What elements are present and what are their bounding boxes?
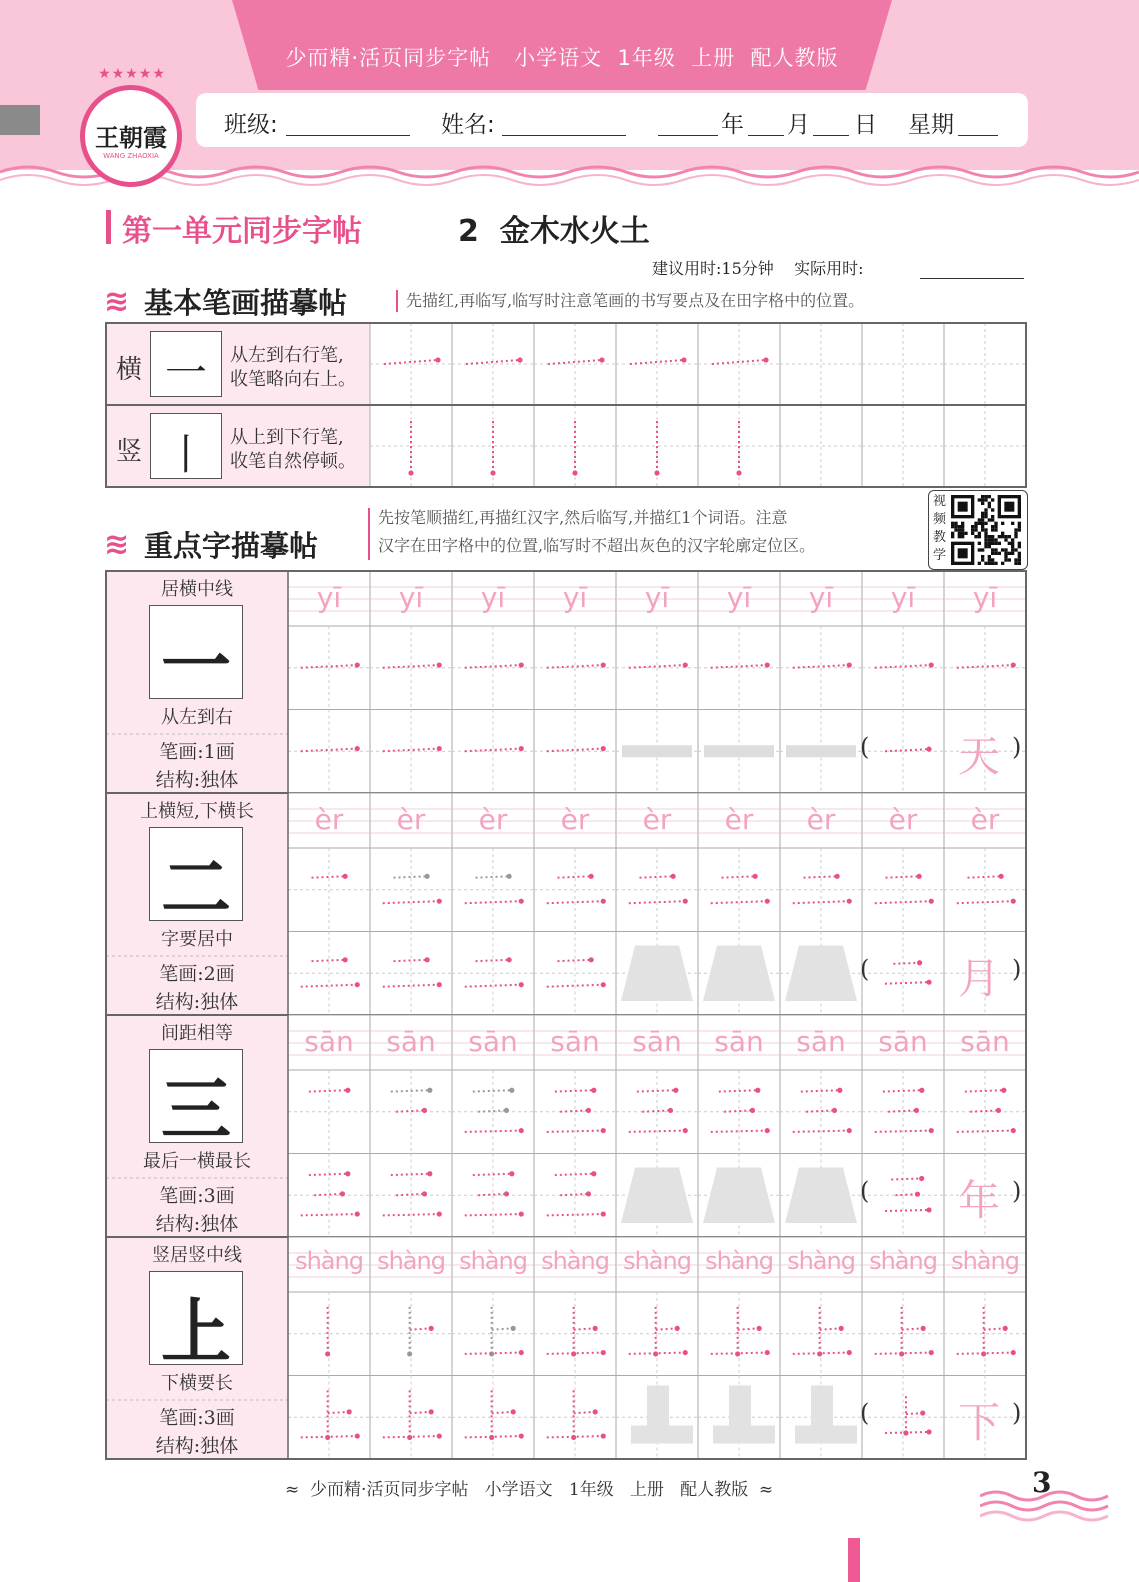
pinyin-trace: yī (726, 581, 752, 614)
practice-cell[interactable] (534, 1154, 616, 1238)
trace-cell[interactable] (616, 848, 698, 932)
char-stroke-count: 笔画:2画 (159, 963, 235, 985)
practice-cell[interactable] (288, 1154, 370, 1238)
practice-cell[interactable] (288, 932, 370, 1016)
outline-zone (622, 745, 692, 757)
practice-cell[interactable] (698, 710, 780, 794)
char-note-bottom: 下横要长 (161, 1373, 233, 1394)
trace-cell[interactable] (452, 1070, 534, 1154)
char-model-glyph: 三 (161, 1068, 231, 1151)
practice-cell[interactable] (862, 1376, 944, 1460)
char-structure: 结构:独体 (155, 1435, 239, 1457)
practice-cell[interactable] (780, 710, 862, 794)
word-bracket-open: ( (860, 955, 870, 984)
char-note-top: 间距相等 (161, 1023, 233, 1044)
practice-cell[interactable] (452, 1376, 534, 1460)
stroke-tip: 收笔略向右上。 (230, 369, 356, 390)
pinyin-trace: èr (806, 803, 836, 836)
char-stroke-count: 笔画:3画 (159, 1185, 235, 1207)
word-bracket-close: ) (1012, 1399, 1022, 1428)
pinyin-trace: èr (970, 803, 1000, 836)
practice-cell[interactable] (780, 932, 862, 1016)
char-note-top: 居横中线 (161, 579, 233, 600)
pinyin-trace: èr (642, 803, 672, 836)
char-model-card (149, 605, 243, 707)
pinyin-trace: èr (478, 803, 508, 836)
trace-cell[interactable] (944, 626, 1026, 710)
lesson-title: 2 金木水火土 (458, 214, 650, 249)
pinyin-trace: sān (714, 1025, 764, 1058)
trace-cell[interactable] (862, 848, 944, 932)
word-trace-char: 月 (957, 953, 1000, 1003)
stroke-tip: 从上到下行笔, (230, 427, 344, 448)
trace-cell[interactable] (944, 848, 1026, 932)
unit-title: 第一单元同步字帖 (122, 214, 362, 249)
word-trace-char: 下 (957, 1397, 1000, 1447)
pinyin-trace: shàng (869, 1247, 937, 1275)
trace-cell[interactable] (780, 626, 862, 710)
trace-cell[interactable] (452, 848, 534, 932)
trace-cell[interactable] (370, 626, 452, 710)
trace-cell[interactable] (370, 848, 452, 932)
trace-cell[interactable] (452, 626, 534, 710)
page-tab-mark (848, 1538, 860, 1582)
practice-cell[interactable] (288, 710, 370, 794)
trace-cell[interactable] (452, 1292, 534, 1376)
qr-label: 视频教学 (933, 494, 947, 563)
pinyin-trace: sān (796, 1025, 846, 1058)
trace-cell[interactable] (288, 1292, 370, 1376)
stroke-tip: 收笔自然停顿。 (230, 451, 356, 472)
trace-cell[interactable] (370, 1292, 452, 1376)
practice-cell[interactable] (698, 932, 780, 1016)
trace-cell[interactable] (698, 1292, 780, 1376)
chars-instruction-1: 先按笔顺描红,再描红汉字,然后临写,并描红1个词语。注意 (378, 508, 788, 527)
trace-cell[interactable] (780, 848, 862, 932)
pinyin-trace: yī (316, 581, 342, 614)
trace-cell[interactable] (616, 626, 698, 710)
trace-cell[interactable] (616, 1292, 698, 1376)
trace-cell[interactable] (862, 626, 944, 710)
chars-instruction-2: 汉字在田字格中的位置,临写时不超出灰色的汉字轮廓定位区。 (378, 536, 816, 555)
pinyin-trace: shàng (541, 1247, 609, 1275)
pinyin-trace: yī (972, 581, 998, 614)
trace-cell[interactable] (780, 1070, 862, 1154)
trace-cell[interactable] (944, 1292, 1026, 1376)
pinyin-trace: sān (632, 1025, 682, 1058)
pinyin-trace: sān (386, 1025, 436, 1058)
pinyin-trace: èr (314, 803, 344, 836)
practice-cell[interactable] (534, 932, 616, 1016)
trace-cell[interactable] (534, 848, 616, 932)
practice-cell[interactable] (452, 710, 534, 794)
logo-subtext: WANG ZHAOXIA (103, 152, 159, 160)
trace-cell[interactable] (698, 626, 780, 710)
trace-cell[interactable] (698, 1070, 780, 1154)
char-note-bottom: 字要居中 (161, 929, 233, 950)
trace-cell[interactable] (534, 1292, 616, 1376)
trace-cell[interactable] (370, 1070, 452, 1154)
stroke-model-glyph: 丨 (164, 430, 207, 479)
practice-cell[interactable] (616, 1154, 698, 1238)
pinyin-trace: yī (398, 581, 424, 614)
char-model-glyph: 上 (161, 1290, 231, 1373)
practice-cell[interactable] (862, 710, 944, 794)
pinyin-trace: yī (644, 581, 670, 614)
char-stroke-count: 笔画:1画 (159, 741, 235, 763)
pinyin-trace: sān (550, 1025, 600, 1058)
pinyin-trace: sān (468, 1025, 518, 1058)
trace-cell[interactable] (534, 1070, 616, 1154)
char-model-card (149, 827, 243, 929)
month-label: 月 (787, 112, 810, 138)
pinyin-trace: yī (480, 581, 506, 614)
class-label: 班级: (224, 112, 278, 138)
practice-cell[interactable] (452, 932, 534, 1016)
practice-cell[interactable] (616, 710, 698, 794)
practice-cell[interactable] (780, 1376, 862, 1460)
pinyin-trace: shàng (623, 1247, 691, 1275)
word-bracket-close: ) (1012, 955, 1022, 984)
trace-cell[interactable] (944, 1070, 1026, 1154)
strokes-section-title: 基本笔画描摹帖 (144, 286, 348, 320)
practice-cell[interactable] (370, 710, 452, 794)
series-title: 少而精·活页同步字帖 小学语文 1年级 上册 配人教版 (285, 46, 839, 70)
trace-cell[interactable] (698, 848, 780, 932)
logo-stars: ★★★★★ (98, 66, 166, 82)
pinyin-trace: shàng (787, 1247, 855, 1275)
practice-cell[interactable] (862, 932, 944, 1016)
practice-cell[interactable] (452, 1154, 534, 1238)
day-label: 日 (854, 112, 877, 138)
char-note-bottom: 最后一横最长 (143, 1151, 251, 1172)
pinyin-trace: èr (888, 803, 918, 836)
stroke-model-glyph: 一 (164, 348, 207, 397)
stroke-name: 横 (115, 355, 142, 385)
trace-cell[interactable] (534, 626, 616, 710)
char-stroke-count: 笔画:3画 (159, 1407, 235, 1429)
footer-text: ≈ 少而精·活页同步字帖 小学语文 1年级 上册 配人教版 ≈ (285, 1480, 774, 1500)
pinyin-trace: yī (890, 581, 916, 614)
name-label: 姓名: (441, 112, 495, 138)
strokes-instruction: 先描红,再临写,临写时注意笔画的书写要点及在田字格中的位置。 (406, 291, 865, 310)
char-model-card (149, 1049, 243, 1151)
suggested-time: 建议用时:15分钟 实际用时: (652, 259, 864, 278)
trace-cell[interactable] (862, 1292, 944, 1376)
wave-icon: ≋ (104, 284, 130, 319)
char-model-glyph: 一 (161, 624, 231, 707)
word-bracket-open: ( (860, 1177, 870, 1206)
pinyin-trace: shàng (377, 1247, 445, 1275)
word-trace-char: 年 (957, 1175, 1000, 1225)
pinyin-trace: sān (304, 1025, 354, 1058)
pinyin-trace: sān (878, 1025, 928, 1058)
year-label: 年 (721, 112, 744, 138)
pinyin-trace: èr (560, 803, 590, 836)
practice-cell[interactable] (370, 1154, 452, 1238)
practice-cell[interactable] (534, 710, 616, 794)
week-label: 星期 (908, 112, 954, 138)
word-bracket-close: ) (1012, 733, 1022, 762)
char-model-glyph: 二 (161, 846, 231, 929)
outline-zone (786, 745, 856, 757)
char-structure: 结构:独体 (155, 1213, 239, 1235)
practice-cell[interactable] (698, 1154, 780, 1238)
char-note-top: 上横短,下横长 (140, 801, 254, 822)
trace-cell[interactable] (288, 1070, 370, 1154)
pinyin-trace: yī (808, 581, 834, 614)
char-structure: 结构:独体 (155, 991, 239, 1013)
word-bracket-open: ( (860, 733, 870, 762)
practice-cell[interactable] (534, 1376, 616, 1460)
trace-cell[interactable] (288, 626, 370, 710)
practice-cell[interactable] (862, 1154, 944, 1238)
word-bracket-open: ( (860, 1399, 870, 1428)
practice-cell[interactable] (288, 1376, 370, 1460)
char-structure: 结构:独体 (155, 769, 239, 791)
page-number: 3 (1032, 1466, 1052, 1499)
char-model-card (149, 1271, 243, 1373)
wave-icon: ≋ (104, 527, 130, 562)
stroke-name: 竖 (115, 437, 142, 467)
chars-section-title: 重点字描摹帖 (144, 529, 319, 563)
char-note-top: 竖居竖中线 (152, 1245, 242, 1266)
trace-cell[interactable] (780, 1292, 862, 1376)
practice-cell[interactable] (616, 932, 698, 1016)
stroke-tip: 从左到右行笔, (230, 345, 344, 366)
pinyin-trace: sān (960, 1025, 1010, 1058)
trace-cell[interactable] (616, 1070, 698, 1154)
trace-cell[interactable] (862, 1070, 944, 1154)
word-trace-char: 天 (957, 731, 1000, 781)
practice-cell[interactable] (780, 1154, 862, 1238)
pinyin-trace: shàng (295, 1247, 363, 1275)
trace-cell[interactable] (288, 848, 370, 932)
practice-cell[interactable] (370, 1376, 452, 1460)
char-note-bottom: 从左到右 (161, 707, 233, 728)
practice-cell[interactable] (616, 1376, 698, 1460)
logo-name: 王朝霞 (95, 123, 167, 152)
outline-zone (704, 745, 774, 757)
practice-cell[interactable] (370, 932, 452, 1016)
pinyin-trace: shàng (459, 1247, 527, 1275)
practice-cell[interactable] (698, 1376, 780, 1460)
pinyin-trace: yī (562, 581, 588, 614)
pinyin-trace: shàng (951, 1247, 1019, 1275)
pinyin-trace: shàng (705, 1247, 773, 1275)
pinyin-trace: èr (396, 803, 426, 836)
pinyin-trace: èr (724, 803, 754, 836)
word-bracket-close: ) (1012, 1177, 1022, 1206)
